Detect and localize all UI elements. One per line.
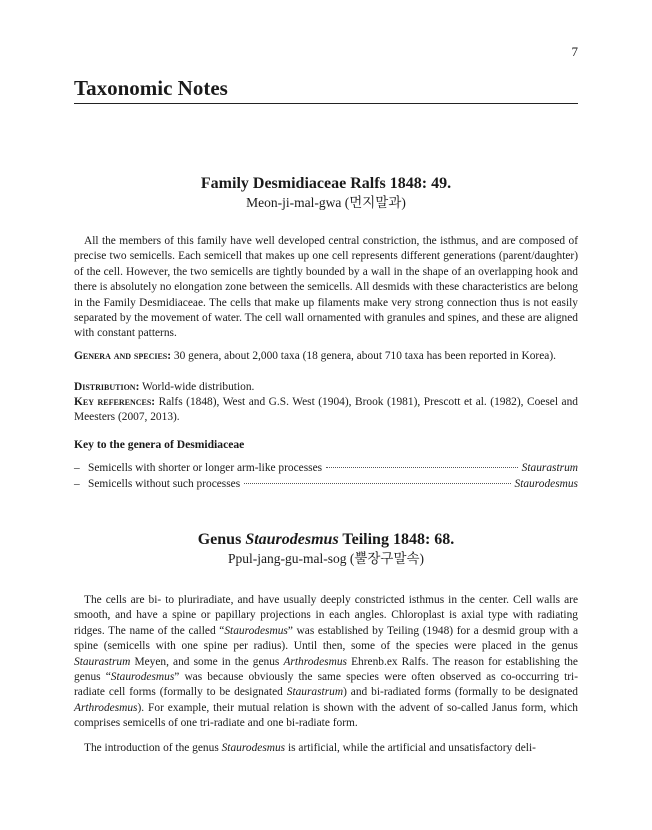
key-item-genus: Staurastrum [521,462,578,474]
text-run: The introduction of the genus [84,742,222,754]
references-label: Key references: [74,396,156,408]
italic-taxon: Arthrodesmus [74,701,138,714]
key-item-genus: Staurodesmus [514,478,578,490]
genus-korean-name: Ppul-jang-gu-mal-sog (뿔장구말속) [227,551,425,566]
dot-leader [244,483,510,484]
text-run: ). For example, their mutual relation is shown with the advent of so-called Janus form, which comprises semicells of one tri-radiate and one bi-radiate form. [74,701,578,730]
key-item [74,460,578,476]
key-dash: – [74,462,80,474]
key-list [74,460,578,492]
references-line [74,395,578,426]
key-item-text: Semicells with shorter or longer arm-like processes [88,462,323,474]
text-run: ) and bi-radiated forms (formally to be designated [343,686,578,699]
family-title: Family Desmidiaceae Ralfs 1848: 49. [200,175,452,192]
family-heading [74,174,578,212]
family-korean-name: Meon-ji-mal-gwa (먼지말과) [246,195,406,210]
italic-taxon: Arthrodesmus [283,655,347,668]
key-item-text: Semicells without such processes [88,478,241,490]
genus-description [74,593,578,732]
genus-heading [74,530,578,568]
genus-title-prefix: Genus [197,531,246,548]
genera-species-line [74,349,578,364]
section-title: Taxonomic Notes [74,76,578,104]
references-text: Ralfs (1848), West and G.S. West (1904), Brook (1981), Prescott et al. (1982), Coesel and Meesters (2007, 2013). [74,396,578,424]
distribution-label: Distribution: [74,381,140,393]
italic-taxon: Staurastrum [286,686,344,699]
text-run: ” was because obviously the same species were often observed as co-occurring tri-radiate cell forms (formally to be designated [74,671,578,699]
distribution-line [74,380,578,395]
genus-title [74,530,578,550]
genus-description-continued [74,741,578,756]
text-run: is artificial, while the artificial and unsatisfactory deli- [285,742,536,754]
text-run: Meyen, and some in the genus [130,655,284,668]
distribution-text: World-wide distribution. [139,381,255,393]
key-item [74,476,578,492]
text-run: The cells are bi- to pluriradiate, and have usually deeply constricted isthmus in the center. Cell walls are smooth, and have a spine or papillary projections in each angles. Chloroplast is axial type with radiating ridges. The name of the called “ [74,594,578,637]
text-run: ” was established by Teiling (1948) for a desmid group with a spine (semicells with one spine per radius). Until then, some of the species were placed in the genus [74,624,579,653]
page-number: 7 [571,44,578,59]
dot-leader [326,467,518,468]
genera-label: Genera and species: [74,350,172,362]
key-title: Key to the genera of Desmidiaceae [74,438,245,451]
genus-title-suffix: Teiling 1848: 68. [338,531,455,548]
italic-taxon: Staurodesmus [110,671,175,684]
genera-text: 30 genera, about 2,000 taxa (18 genera, about 710 taxa has been reported in Korea). [171,350,556,362]
key-dash: – [74,478,80,490]
italic-taxon: Staurastrum [74,655,131,668]
text-run: Ehrenb.ex Ralfs. The reason for establishing the genus “ [74,655,578,684]
genus-title-name: Staurodesmus [245,531,339,548]
family-description: All the members of this family have well developed central constriction, the isthmus, and are composed of precise two semicells. Each semicell that makes up one cell represents different generations (parent/daughter) of the cell. However, the two semicells are tightly bounded by a wall in the shape of an overlapping hook and there is absolutely no elongation zone between the semicells. All desmids with these characteristics are belong in the Family Desmidiaceae. The cells that make up filaments make very strong connection thus is not easily separated by the movement of water. The cell wall ornamented with granules and spines, and these are aligned with constant patterns. [74,235,578,340]
italic-taxon: Staurodesmus [224,624,288,637]
italic-taxon: Staurodesmus [221,742,286,754]
